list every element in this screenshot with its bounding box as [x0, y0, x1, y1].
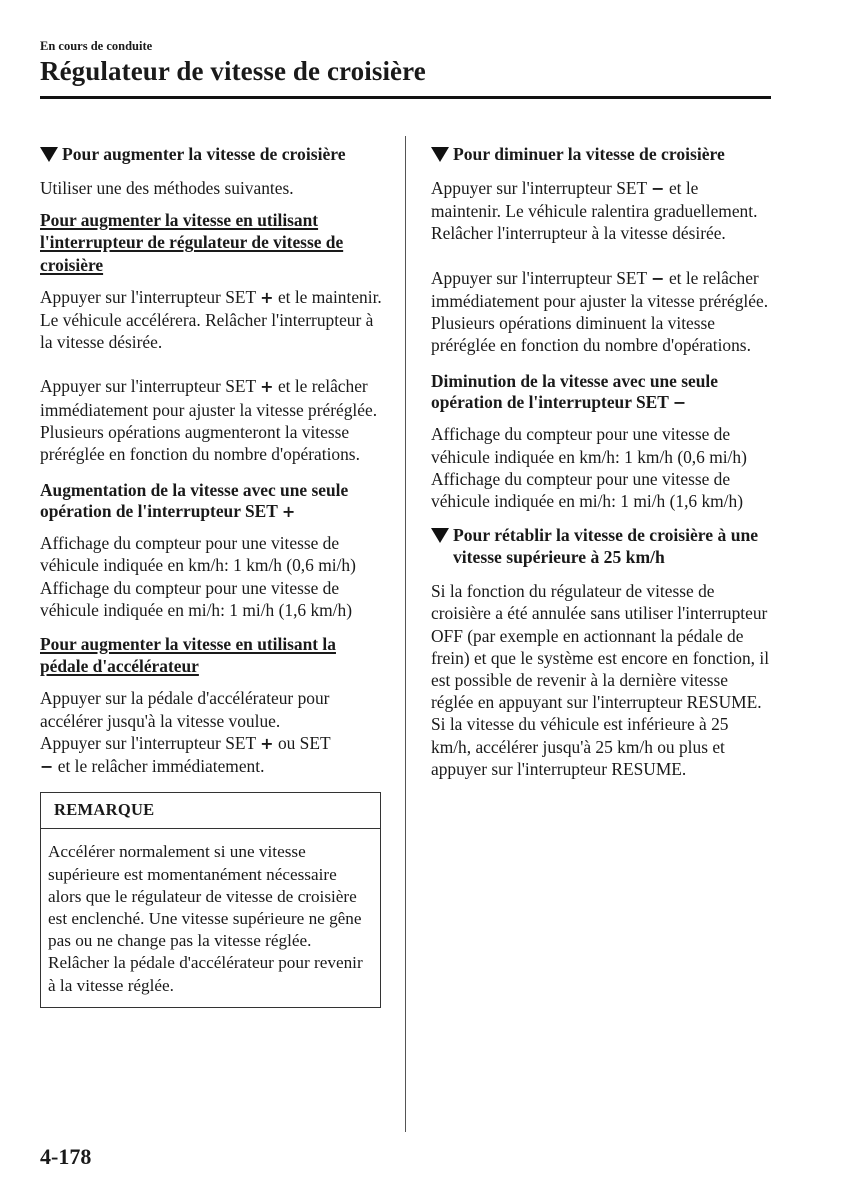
paragraph-hold-set-plus: Appuyer sur l'interrupteur SET + et le maintenir. Le véhicule accélérera. Relâcher l'interrupteur à la vitesse désirée.: [40, 286, 382, 353]
subheading-single-decrease: Diminution de la vitesse avec une seule opération de l'interrupteur SET −: [431, 371, 718, 413]
plus-icon: +: [260, 733, 274, 753]
minus-icon: −: [40, 757, 54, 777]
paragraph-kmh-increment: Affichage du compteur pour une vitesse de véhicule indiquée en km/h: 1 km/h (0,6 mi/h): [40, 533, 356, 576]
triangle-bullet-icon: [40, 147, 58, 162]
paragraph-pedal: Appuyer sur la pédale d'accélérateur pour accélérer jusqu'à la vitesse voulue.: [40, 688, 330, 731]
note-title: REMARQUE: [41, 793, 380, 829]
note-box: [40, 792, 381, 1008]
minus-icon: −: [651, 179, 665, 198]
page-title: Régulateur de vitesse de croisière: [40, 56, 426, 86]
triangle-bullet-icon: [431, 528, 449, 543]
subheading-pedal-method: Pour augmenter la vitesse en utilisant la pédale d'accélérateur: [40, 634, 336, 677]
left-column: [40, 143, 385, 1008]
paragraph-resume-low-speed: Si la vitesse du véhicule est inférieure à 25 km/h, accélérer jusqu'à 25 km/h ou plus et appuyer sur l'interrupteur RESUME.: [431, 714, 729, 779]
heading-increase-speed: [40, 143, 352, 165]
right-column: [431, 143, 771, 780]
plus-icon: +: [260, 377, 274, 397]
plus-icon: +: [281, 502, 296, 522]
paragraph-mph-decrement: Affichage du compteur pour une vitesse de véhicule indiquée en mi/h: 1 mi/h (1,6 km/h): [431, 468, 744, 512]
paragraph-tap-set-minus: Appuyer sur l'interrupteur SET − et le relâcher immédiatement pour ajuster la vitesse préréglée. Plusieurs opérations diminuent la vitesse préréglée en fonction du nombre d'opérations.: [431, 267, 769, 356]
intro-text: Utiliser une des méthodes suivantes.: [40, 178, 294, 198]
heading-text: Pour augmenter la vitesse de croisière: [62, 144, 346, 164]
heading-decrease-speed: [431, 143, 733, 165]
subheading-switch-method: Pour augmenter la vitesse en utilisant l'interrupteur de régulateur de vitesse de croisière: [40, 210, 344, 275]
paragraph-hold-set-minus: Appuyer sur l'interrupteur SET − et le maintenir. Le véhicule ralentira graduellement.: [431, 178, 758, 222]
plus-icon: +: [260, 287, 274, 307]
paragraph-resume-conditions: Si la fonction du régulateur de vitesse de croisière a été annulée sans utiliser l'interrupteur OFF (par exemple en actionnant la pédale de frein) et que le système est encore en fonction, il est possible de revenir à la dernière vitesse réglée en appuyant sur l'interrupteur RESUME.: [431, 581, 770, 713]
page-number: 4-178: [40, 1144, 92, 1169]
heading-text: Pour rétablir la vitesse de croisière à une vitesse supérieure à 25 km/h: [453, 525, 759, 568]
minus-icon: −: [672, 393, 687, 413]
heading-resume-speed: [431, 524, 771, 568]
section-label: En cours de conduite: [40, 39, 153, 53]
paragraph-mph-increment: Affichage du compteur pour une vitesse de véhicule indiquée en mi/h: 1 mi/h (1,6 km/h): [40, 577, 353, 620]
note-text: Accélérer normalement si une vitesse supérieure est momentanément nécessaire alors que le régulateur de vitesse de croisière est enclenché. Une vitesse supérieure ne gêne pas ou ne change pas la vitesse réglée. Relâcher la pédale d'accélérateur pour revenir à la vitesse réglée.: [48, 842, 363, 995]
paragraph-kmh-decrement: Affichage du compteur pour une vitesse de véhicule indiquée en km/h: 1 km/h (0,6 mi/h): [431, 424, 747, 467]
heading-text: Pour diminuer la vitesse de croisière: [453, 144, 725, 164]
paragraph-tap-set-plus: Appuyer sur l'interrupteur SET + et le relâcher immédiatement pour ajuster la vitesse préréglée. Plusieurs opérations augmenteront la vitesse préréglée en fonction du nombre d'opérations.: [40, 376, 378, 465]
subheading-single-increase: Augmentation de la vitesse avec une seule opération de l'interrupteur SET +: [40, 480, 349, 522]
title-rule: [40, 96, 771, 99]
paragraph-release-switch: Relâcher l'interrupteur à la vitesse désirée.: [431, 223, 726, 244]
triangle-bullet-icon: [431, 147, 449, 162]
minus-icon: −: [651, 268, 665, 288]
column-divider: [405, 136, 406, 1132]
paragraph-set-plus-or-minus: Appuyer sur l'interrupteur SET + ou SET − et le relâcher immédiatement.: [40, 732, 331, 777]
